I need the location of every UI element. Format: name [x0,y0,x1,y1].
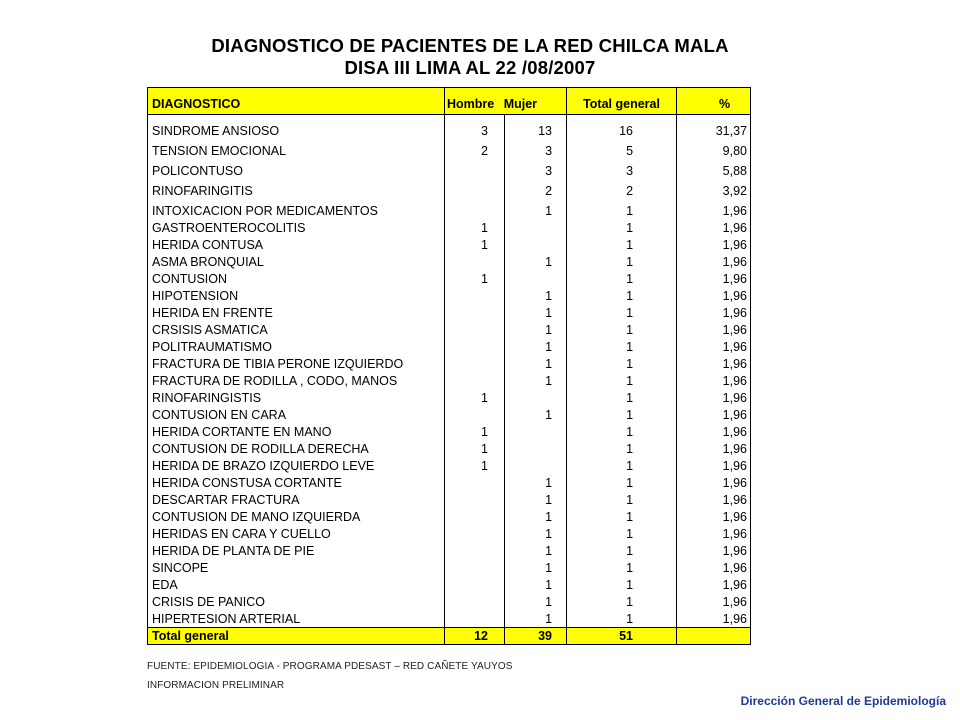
page-subtitle: DISA III LIMA AL 22 /08/2007 [344,57,596,78]
cell-diagnostico: HERIDAS EN CARA Y CUELLO [148,525,445,542]
diagnosis-table [147,87,751,645]
table-row [148,219,751,236]
cell-total: 1 [567,508,677,525]
table-row [148,372,751,389]
cell-percent: 31,37 [677,119,751,139]
cell-mujer: 1 [505,253,567,270]
table-header-row [148,88,751,115]
cell-percent: 1,96 [677,593,751,610]
cell-percent: 1,96 [677,389,751,406]
cell-percent: 1,96 [677,355,751,372]
cell-hombre [445,593,505,610]
cell-hombre: 1 [445,389,505,406]
cell-total: 3 [567,159,677,179]
cell-total: 1 [567,474,677,491]
table-row [148,139,751,159]
page-title: DIAGNOSTICO DE PACIENTES DE LA RED CHILCA MALA [211,35,729,56]
cell-total: 1 [567,199,677,219]
table-row [148,457,751,474]
cell-mujer [505,219,567,236]
total-mujer: 39 [505,628,567,645]
table-row [148,559,751,576]
cell-hombre [445,559,505,576]
cell-diagnostico: HERIDA DE BRAZO IZQUIERDO LEVE [148,457,445,474]
cell-total: 1 [567,559,677,576]
cell-total: 1 [567,406,677,423]
table-row [148,406,751,423]
cell-percent: 1,96 [677,199,751,219]
cell-diagnostico: INTOXICACION POR MEDICAMENTOS [148,199,445,219]
cell-hombre [445,321,505,338]
cell-mujer: 1 [505,508,567,525]
cell-percent: 1,96 [677,474,751,491]
table-row [148,270,751,287]
cell-diagnostico: HERIDA EN FRENTE [148,304,445,321]
cell-percent: 1,96 [677,491,751,508]
header-hombre-mujer: Hombre Mujer [445,88,567,115]
cell-percent: 1,96 [677,372,751,389]
cell-hombre [445,159,505,179]
total-label: Total general [148,628,445,645]
cell-percent: 1,96 [677,219,751,236]
cell-percent: 5,88 [677,159,751,179]
cell-mujer: 3 [505,139,567,159]
total-percent [677,628,751,645]
cell-diagnostico: HERIDA CONSTUSA CORTANTE [148,474,445,491]
cell-diagnostico: CONTUSION [148,270,445,287]
table-row [148,355,751,372]
cell-mujer: 1 [505,491,567,508]
cell-hombre [445,525,505,542]
cell-percent: 1,96 [677,287,751,304]
cell-mujer [505,389,567,406]
header-percent: % [677,88,751,115]
table-row [148,159,751,179]
cell-percent: 3,92 [677,179,751,199]
cell-diagnostico: CRISIS DE PANICO [148,593,445,610]
cell-hombre: 1 [445,457,505,474]
cell-mujer [505,457,567,474]
cell-diagnostico: FRACTURA DE RODILLA , CODO, MANOS [148,372,445,389]
cell-diagnostico: HIPOTENSION [148,287,445,304]
header-total-general: Total general [567,88,677,115]
cell-hombre [445,576,505,593]
total-total: 51 [567,628,677,645]
cell-hombre: 1 [445,423,505,440]
cell-mujer: 1 [505,321,567,338]
cell-mujer: 1 [505,287,567,304]
cell-total: 1 [567,287,677,304]
table-row [148,593,751,610]
table-row [148,508,751,525]
cell-diagnostico: POLITRAUMATISMO [148,338,445,355]
cell-hombre [445,287,505,304]
cell-diagnostico: FRACTURA DE TIBIA PERONE IZQUIERDO [148,355,445,372]
table-row [148,610,751,628]
cell-percent: 1,96 [677,406,751,423]
cell-total: 1 [567,576,677,593]
cell-mujer [505,440,567,457]
cell-total: 1 [567,389,677,406]
cell-mujer: 1 [505,525,567,542]
table-row [148,491,751,508]
table-row [148,199,751,219]
table-row [148,474,751,491]
cell-mujer: 1 [505,355,567,372]
cell-hombre [445,304,505,321]
table-row [148,542,751,559]
cell-total: 2 [567,179,677,199]
cell-hombre [445,199,505,219]
table-row [148,576,751,593]
cell-total: 1 [567,304,677,321]
cell-total: 1 [567,219,677,236]
cell-percent: 1,96 [677,321,751,338]
cell-total: 1 [567,253,677,270]
table-row [148,440,751,457]
cell-mujer [505,270,567,287]
table-row [148,525,751,542]
cell-percent: 1,96 [677,525,751,542]
cell-mujer: 1 [505,576,567,593]
cell-total: 1 [567,338,677,355]
cell-mujer: 1 [505,304,567,321]
cell-hombre [445,253,505,270]
table-row [148,389,751,406]
cell-mujer: 1 [505,199,567,219]
cell-diagnostico: POLICONTUSO [148,159,445,179]
cell-diagnostico: CONTUSION EN CARA [148,406,445,423]
cell-hombre [445,406,505,423]
cell-hombre [445,610,505,628]
cell-percent: 1,96 [677,440,751,457]
cell-percent: 1,96 [677,236,751,253]
cell-total: 1 [567,423,677,440]
cell-diagnostico: EDA [148,576,445,593]
cell-mujer: 13 [505,119,567,139]
source-note: FUENTE: EPIDEMIOLOGIA - PROGRAMA PDESAST – RED CAÑETE YAUYOS [147,661,513,672]
table-row [148,423,751,440]
cell-percent: 1,96 [677,338,751,355]
cell-percent: 1,96 [677,610,751,628]
cell-mujer [505,423,567,440]
cell-mujer: 1 [505,406,567,423]
cell-percent: 1,96 [677,423,751,440]
cell-total: 1 [567,321,677,338]
cell-diagnostico: CONTUSION DE RODILLA DERECHA [148,440,445,457]
cell-hombre: 3 [445,119,505,139]
table-row [148,321,751,338]
cell-hombre [445,542,505,559]
cell-percent: 1,96 [677,559,751,576]
cell-mujer: 1 [505,474,567,491]
cell-percent: 1,96 [677,542,751,559]
total-row [148,628,751,645]
table-row [148,253,751,270]
cell-diagnostico: DESCARTAR FRACTURA [148,491,445,508]
preliminary-note: INFORMACION PRELIMINAR [147,680,285,691]
cell-diagnostico: HERIDA CORTANTE EN MANO [148,423,445,440]
cell-diagnostico: HIPERTESION ARTERIAL [148,610,445,628]
cell-diagnostico: HERIDA CONTUSA [148,236,445,253]
cell-hombre: 1 [445,270,505,287]
cell-total: 1 [567,593,677,610]
table-row [148,338,751,355]
cell-total: 1 [567,525,677,542]
header-diagnostico: DIAGNOSTICO [148,88,445,115]
cell-mujer: 1 [505,593,567,610]
cell-total: 1 [567,236,677,253]
cell-diagnostico: RINOFARINGISTIS [148,389,445,406]
cell-hombre [445,179,505,199]
cell-total: 1 [567,542,677,559]
cell-hombre: 1 [445,236,505,253]
cell-percent: 1,96 [677,576,751,593]
cell-percent: 1,96 [677,304,751,321]
cell-diagnostico: HERIDA DE PLANTA DE PIE [148,542,445,559]
cell-total: 1 [567,457,677,474]
cell-mujer: 2 [505,179,567,199]
table-row [148,119,751,139]
cell-hombre: 2 [445,139,505,159]
cell-percent: 1,96 [677,457,751,474]
cell-diagnostico: SINCOPE [148,559,445,576]
cell-diagnostico: CONTUSION DE MANO IZQUIERDA [148,508,445,525]
cell-hombre [445,338,505,355]
cell-diagnostico: RINOFARINGITIS [148,179,445,199]
cell-total: 1 [567,440,677,457]
table-row [148,179,751,199]
cell-hombre [445,474,505,491]
table-body [148,88,751,645]
cell-total: 16 [567,119,677,139]
cell-mujer: 3 [505,159,567,179]
table-row [148,304,751,321]
total-hombre: 12 [445,628,505,645]
cell-total: 1 [567,372,677,389]
cell-total: 5 [567,139,677,159]
cell-mujer: 1 [505,542,567,559]
cell-total: 1 [567,610,677,628]
cell-hombre: 1 [445,219,505,236]
cell-total: 1 [567,270,677,287]
cell-percent: 1,96 [677,508,751,525]
cell-mujer: 1 [505,610,567,628]
cell-diagnostico: CRSISIS ASMATICA [148,321,445,338]
cell-diagnostico: GASTROENTEROCOLITIS [148,219,445,236]
cell-hombre [445,508,505,525]
table-row [148,236,751,253]
cell-mujer [505,236,567,253]
cell-diagnostico: ASMA BRONQUIAL [148,253,445,270]
cell-percent: 9,80 [677,139,751,159]
cell-hombre: 1 [445,440,505,457]
cell-hombre [445,355,505,372]
cell-total: 1 [567,491,677,508]
cell-mujer: 1 [505,559,567,576]
cell-hombre [445,372,505,389]
cell-mujer: 1 [505,372,567,389]
cell-total: 1 [567,355,677,372]
table-row [148,287,751,304]
cell-diagnostico: TENSION EMOCIONAL [148,139,445,159]
cell-diagnostico: SINDROME ANSIOSO [148,119,445,139]
credit-text: Dirección General de Epidemiología [740,694,946,708]
cell-percent: 1,96 [677,253,751,270]
cell-percent: 1,96 [677,270,751,287]
cell-hombre [445,491,505,508]
cell-mujer: 1 [505,338,567,355]
